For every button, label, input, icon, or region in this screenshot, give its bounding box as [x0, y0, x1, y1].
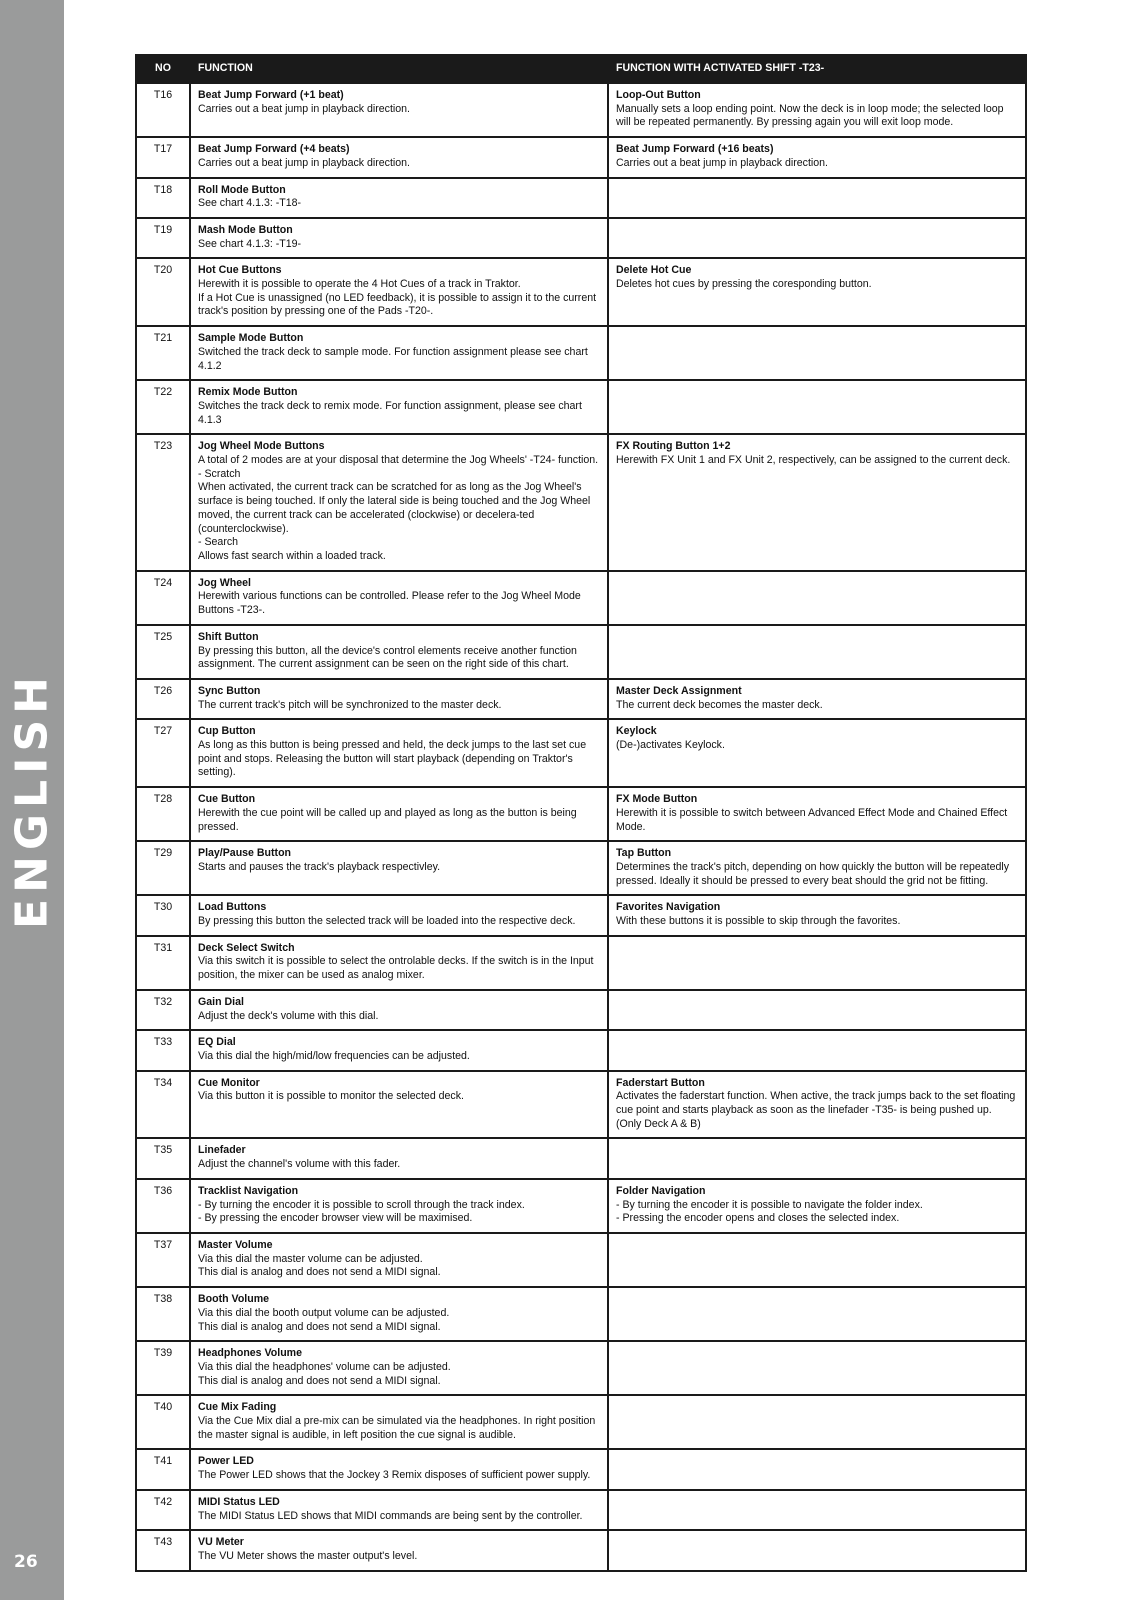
shift-function-cell — [608, 895, 1026, 935]
table-row — [136, 841, 1026, 895]
shift-function-cell-description: Carries out a beat jump in playback direction. — [616, 156, 828, 169]
row-number: T36 — [136, 1179, 190, 1233]
row-number: T28 — [136, 787, 190, 841]
function-cell-title: Cue Button — [198, 793, 256, 806]
shift-function-cell-title: Faderstart Button — [616, 1076, 705, 1089]
shift-function-cell — [608, 83, 1026, 137]
function-cell — [190, 625, 608, 679]
function-cell — [190, 258, 608, 326]
table-body — [136, 83, 1026, 1571]
shift-function-cell — [608, 1138, 1026, 1178]
function-cell-title: VU Meter — [198, 1536, 244, 1549]
shift-function-cell-title: FX Mode Button — [616, 793, 698, 806]
function-cell — [190, 178, 608, 218]
shift-function-cell — [608, 178, 1026, 218]
row-number: T17 — [136, 137, 190, 177]
shift-function-cell — [608, 218, 1026, 258]
shift-function-cell — [608, 1030, 1026, 1070]
function-cell-description: Via this button it is possible to monitor the selected deck. — [198, 1090, 464, 1103]
table-row — [136, 719, 1026, 787]
row-number: T35 — [136, 1138, 190, 1178]
shift-function-cell-title: Loop-Out Button — [616, 89, 701, 101]
row-number: T24 — [136, 571, 190, 625]
function-cell-description: Via this dial the headphones' volume can be adjusted. This dial is analog and does not send a MIDI signal. — [198, 1360, 451, 1387]
shift-function-cell — [608, 719, 1026, 787]
table-row — [136, 83, 1026, 137]
table-row — [136, 1341, 1026, 1395]
table-row — [136, 936, 1026, 990]
function-cell-description: See chart 4.1.3: -T19- — [198, 237, 302, 250]
function-cell-title: Power LED — [198, 1455, 254, 1468]
row-number: T27 — [136, 719, 190, 787]
function-cell-description: Via this dial the master volume can be adjusted. This dial is analog and does not send a MIDI signal. — [198, 1252, 441, 1279]
table-row — [136, 1530, 1026, 1570]
function-cell-title: Beat Jump Forward (+4 beats) — [198, 143, 350, 156]
function-cell — [190, 83, 608, 137]
function-cell-title: Deck Select Switch — [198, 941, 295, 954]
shift-function-cell-description: The current deck becomes the master deck. — [616, 698, 823, 711]
function-cell-title: Tracklist Navigation — [198, 1184, 299, 1197]
language-label: ENGLISH — [6, 671, 58, 929]
function-cell-description: The Power LED shows that the Jockey 3 Remix disposes of sufficient power supply. — [198, 1469, 591, 1482]
shift-function-cell-description: - By turning the encoder it is possible to navigate the folder index. - Pressing the encoder opens and closes the selected index. — [616, 1198, 923, 1225]
function-cell — [190, 1138, 608, 1178]
row-number: T43 — [136, 1530, 190, 1570]
row-number: T39 — [136, 1341, 190, 1395]
row-number: T29 — [136, 841, 190, 895]
function-cell — [190, 571, 608, 625]
function-cell-title: Cue Mix Fading — [198, 1401, 277, 1414]
shift-function-cell — [608, 1530, 1026, 1570]
table-row — [136, 1071, 1026, 1139]
function-cell-title: Headphones Volume — [198, 1347, 302, 1360]
function-cell — [190, 326, 608, 380]
shift-function-cell — [608, 625, 1026, 679]
function-cell-title: Sync Button — [198, 684, 261, 697]
function-cell — [190, 895, 608, 935]
function-cell — [190, 936, 608, 990]
header-shift-function: FUNCTION WITH ACTIVATED SHIFT -T23- — [608, 55, 1026, 83]
shift-function-cell — [608, 1071, 1026, 1139]
shift-function-cell-description: Herewith FX Unit 1 and FX Unit 2, respectively, can be assigned to the current deck. — [616, 454, 1011, 467]
shift-function-cell — [608, 936, 1026, 990]
function-cell-description: Carries out a beat jump in playback direction. — [198, 102, 410, 115]
function-cell — [190, 719, 608, 787]
function-cell-title: Jog Wheel Mode Buttons — [198, 440, 325, 453]
function-cell-description: By pressing this button the selected track will be loaded into the respective deck. — [198, 915, 576, 928]
shift-function-cell-description: (De-)activates Keylock. — [616, 739, 725, 752]
function-cell-title: EQ Dial — [198, 1036, 236, 1049]
row-number: T31 — [136, 936, 190, 990]
shift-function-cell — [608, 258, 1026, 326]
shift-function-cell-description: Activates the faderstart function. When active, the track jumps back to the set floating cue point and starts playback as soon as the linefader -T35- is being pushed up. (Only Deck A & B) — [616, 1090, 1016, 1130]
table-row — [136, 990, 1026, 1030]
shift-function-cell-description: Deletes hot cues by pressing the coresponding button. — [616, 278, 872, 291]
function-cell-title: Cup Button — [198, 725, 256, 738]
table-header-row — [136, 55, 1026, 83]
function-cell — [190, 990, 608, 1030]
function-table — [135, 54, 1027, 1572]
function-cell — [190, 1449, 608, 1489]
row-number: T41 — [136, 1449, 190, 1489]
function-cell-description: Herewith the cue point will be called up and played as long as the button is being pressed. — [198, 806, 577, 833]
function-cell — [190, 218, 608, 258]
table-row — [136, 625, 1026, 679]
table-row — [136, 679, 1026, 719]
table-row — [136, 326, 1026, 380]
shift-function-cell — [608, 1449, 1026, 1489]
shift-function-cell — [608, 380, 1026, 434]
shift-function-cell — [608, 137, 1026, 177]
row-number: T42 — [136, 1490, 190, 1530]
function-cell-description: Switches the track deck to remix mode. For function assignment, please see chart 4.1.3 — [198, 399, 582, 426]
function-cell-title: Shift Button — [198, 630, 259, 643]
function-cell — [190, 1179, 608, 1233]
function-cell-title: Jog Wheel — [198, 576, 251, 589]
shift-function-cell-description: Manually sets a loop ending point. Now the deck is in loop mode; the selected loop will be repeated permanently. By pressing again you will exit loop mode. — [616, 102, 1004, 129]
row-number: T25 — [136, 625, 190, 679]
function-cell-description: By pressing this button, all the device's control elements receive another function assignment. The current assignment can be seen on the right side of this chart. — [198, 644, 577, 671]
row-number: T18 — [136, 178, 190, 218]
table-row — [136, 1179, 1026, 1233]
shift-function-cell — [608, 990, 1026, 1030]
shift-function-cell-title: FX Routing Button 1+2 — [616, 440, 731, 453]
function-cell-title: Play/Pause Button — [198, 847, 292, 860]
shift-function-cell-title: Tap Button — [616, 847, 672, 860]
row-number: T19 — [136, 218, 190, 258]
function-cell-title: Linefader — [198, 1144, 246, 1157]
function-cell-title: Roll Mode Button — [198, 183, 286, 196]
shift-function-cell — [608, 787, 1026, 841]
function-cell — [190, 380, 608, 434]
function-cell-description: As long as this button is being pressed and held, the deck jumps to the last set cue point and stops. Releasing the button will start playback (depending on Traktor's setting). — [198, 739, 587, 779]
shift-function-cell — [608, 1395, 1026, 1449]
function-cell-description: The VU Meter shows the master output's level. — [198, 1549, 418, 1562]
function-cell-description: A total of 2 modes are at your disposal that determine the Jog Wheels' -T24- function. - Scratch When activated, the current track can be scratched for as long as the Jog Wheel's surface is being touched. If only the lateral side is being touched and the Jog Wheel moved, the current track can be accelerated (clockwise) or decelera-ted (counterclockwise). - Search Allows fast search within a loaded track. — [198, 454, 599, 562]
function-cell — [190, 787, 608, 841]
function-cell — [190, 1490, 608, 1530]
row-number: T30 — [136, 895, 190, 935]
header-no: NO — [136, 55, 190, 83]
row-number: T23 — [136, 434, 190, 570]
header-function: FUNCTION — [190, 55, 608, 83]
function-cell-description: Via this dial the booth output volume can be adjusted. This dial is analog and does not send a MIDI signal. — [198, 1306, 450, 1333]
shift-function-cell — [608, 571, 1026, 625]
function-cell-title: Hot Cue Buttons — [198, 264, 282, 277]
shift-function-cell — [608, 1287, 1026, 1341]
shift-function-cell-title: Beat Jump Forward (+16 beats) — [616, 143, 774, 156]
shift-function-cell-description: Herewith it is possible to switch between Advanced Effect Mode and Chained Effect Mode. — [616, 806, 1008, 833]
row-number: T26 — [136, 679, 190, 719]
side-band — [0, 0, 64, 1600]
function-cell-description: - By turning the encoder it is possible to scroll through the track index. - By pressing the encoder browser view will be maximised. — [198, 1198, 525, 1225]
function-cell-title: Remix Mode Button — [198, 386, 298, 399]
table-row — [136, 1287, 1026, 1341]
shift-function-cell — [608, 434, 1026, 570]
shift-function-cell — [608, 679, 1026, 719]
table-row — [136, 571, 1026, 625]
table-row — [136, 895, 1026, 935]
shift-function-cell-description: Determines the track's pitch, depending on how quickly the button will be repeatedly pressed. Ideally it should be pressed to every beat should the grid not be fitting. — [616, 860, 1010, 887]
function-cell-description: Herewith it is possible to operate the 4 Hot Cues of a track in Traktor. If a Hot Cue is unassigned (no LED feedback), it is possible to assign it to the current track's position by pressing one of the Pads -T20-. — [198, 278, 597, 318]
function-cell — [190, 1287, 608, 1341]
table-row — [136, 178, 1026, 218]
table-row — [136, 258, 1026, 326]
function-cell-description: The current track's pitch will be synchronized to the master deck. — [198, 698, 502, 711]
function-cell — [190, 434, 608, 570]
shift-function-cell-title: Master Deck Assignment — [616, 684, 742, 697]
function-cell — [190, 841, 608, 895]
shift-function-cell-title: Keylock — [616, 725, 657, 738]
row-number: T16 — [136, 83, 190, 137]
table-row — [136, 1490, 1026, 1530]
function-cell-description: The MIDI Status LED shows that MIDI commands are being sent by the controller. — [198, 1509, 583, 1522]
shift-function-cell-title: Folder Navigation — [616, 1184, 706, 1197]
function-cell-description: See chart 4.1.3: -T18- — [198, 197, 302, 210]
function-cell — [190, 1341, 608, 1395]
shift-function-cell-title: Favorites Navigation — [616, 901, 721, 914]
function-cell-title: Beat Jump Forward (+1 beat) — [198, 89, 344, 101]
row-number: T20 — [136, 258, 190, 326]
row-number: T37 — [136, 1233, 190, 1287]
function-cell-title: Mash Mode Button — [198, 223, 293, 236]
table-row — [136, 380, 1026, 434]
function-cell — [190, 1233, 608, 1287]
function-cell — [190, 1071, 608, 1139]
shift-function-cell — [608, 1179, 1026, 1233]
row-number: T32 — [136, 990, 190, 1030]
table-row — [136, 1395, 1026, 1449]
function-cell — [190, 1530, 608, 1570]
shift-function-cell-title: Delete Hot Cue — [616, 264, 692, 277]
shift-function-cell-description: With these buttons it is possible to skip through the favorites. — [616, 915, 901, 928]
function-cell-title: Load Buttons — [198, 901, 267, 914]
function-cell-description: Via this switch it is possible to select the ontrolable decks. If the switch is in the Input position, the mixer can be used as analog mixer. — [198, 955, 594, 982]
function-cell — [190, 1395, 608, 1449]
page-number: 26 — [14, 1552, 38, 1572]
function-cell-title: Gain Dial — [198, 995, 244, 1008]
row-number: T38 — [136, 1287, 190, 1341]
table-row — [136, 218, 1026, 258]
table-row — [136, 1233, 1026, 1287]
row-number: T21 — [136, 326, 190, 380]
function-cell — [190, 137, 608, 177]
function-cell-title: MIDI Status LED — [198, 1495, 280, 1508]
function-cell-title: Booth Volume — [198, 1293, 270, 1306]
function-cell-description: Adjust the channel's volume with this fader. — [198, 1158, 401, 1171]
row-number: T40 — [136, 1395, 190, 1449]
table-row — [136, 787, 1026, 841]
shift-function-cell — [608, 1341, 1026, 1395]
function-cell — [190, 1030, 608, 1070]
row-number: T22 — [136, 380, 190, 434]
function-cell-description: Adjust the deck's volume with this dial. — [198, 1009, 379, 1022]
shift-function-cell — [608, 1233, 1026, 1287]
function-cell-description: Switched the track deck to sample mode. For function assignment please see chart 4.1.2 — [198, 345, 588, 372]
shift-function-cell — [608, 841, 1026, 895]
shift-function-cell — [608, 326, 1026, 380]
table-row — [136, 1030, 1026, 1070]
function-cell — [190, 679, 608, 719]
function-cell-description: Starts and pauses the track's playback respectivley. — [198, 860, 441, 873]
function-cell-description: Via the Cue Mix dial a pre-mix can be simulated via the headphones. In right position the master signal is audible, in left position the cue signal is audible. — [198, 1415, 596, 1441]
table-row — [136, 137, 1026, 177]
function-cell-title: Sample Mode Button — [198, 332, 304, 345]
shift-function-cell — [608, 1490, 1026, 1530]
table-row — [136, 1449, 1026, 1489]
function-cell-title: Master Volume — [198, 1239, 273, 1251]
function-cell-description: Herewith various functions can be controlled. Please refer to the Jog Wheel Mode Buttons -T23-. — [198, 590, 581, 617]
table-row — [136, 434, 1026, 570]
function-cell-title: Cue Monitor — [198, 1076, 260, 1089]
table-row — [136, 1138, 1026, 1178]
function-cell-description: Carries out a beat jump in playback direction. — [198, 156, 410, 169]
row-number: T33 — [136, 1030, 190, 1070]
row-number: T34 — [136, 1071, 190, 1139]
function-cell-description: Via this dial the high/mid/low frequencies can be adjusted. — [198, 1049, 470, 1062]
